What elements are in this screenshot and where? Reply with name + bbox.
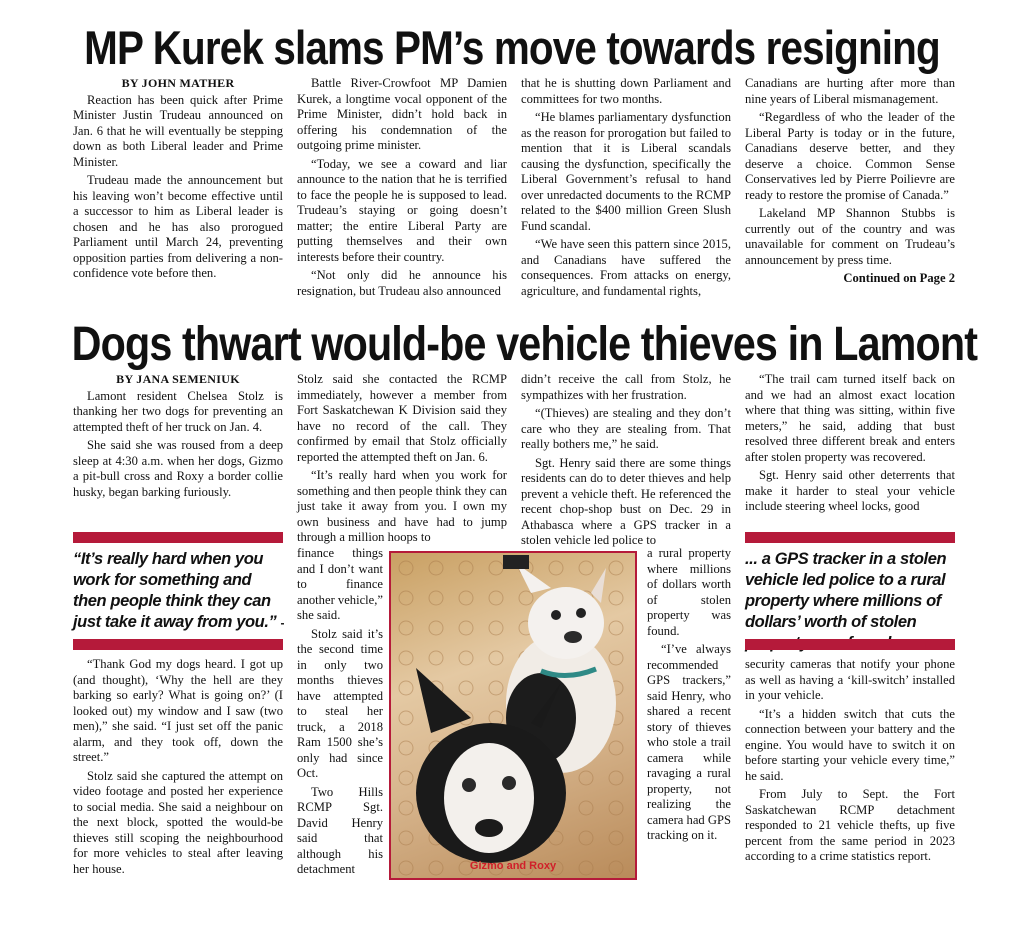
continued-link: Continued on Page 2 — [843, 271, 955, 285]
paragraph: Sgt. Henry said there are some things residents can do to deter thieves and help prevent a vehicle theft. He referenced the recent chop-shop bust on Dec. 29 in Athabasca where a GPS tracker in a stolen vehicle led police to — [521, 455, 731, 547]
paragraph: didn’t receive the call from Stolz, he sympathizes with her frustration. — [521, 372, 731, 402]
headline-kurek: MP Kurek slams PM’s move towards resigning — [84, 21, 940, 74]
paragraph: Two Hills RCMP Sgt. David Henry said that although his detachment — [297, 784, 383, 876]
paragraph: “Not only did he announce his resignation, but Trudeau also announced — [297, 268, 507, 298]
paragraph: “It’s really hard when you work for something and then people think they can just take it away from you. I own my own business and have had to jump through a million hoops to — [297, 468, 507, 544]
story1-col2 — [297, 76, 507, 302]
paragraph: “Today, we see a coward and liar announce to the nation that he is terrified to face the people he is supposed to lead. Trudeau’s staying or going doesn’t matter; the entire Liberal Party are putting themselves and their own interests before their country. — [297, 156, 507, 264]
story1-col1 — [73, 76, 283, 285]
story2-col1-bottom — [73, 657, 283, 880]
pullquote-text: ... a GPS tracker in a stolen vehicle led police to a rural property where millions of dollars’ worth of stolen — [745, 550, 947, 631]
story1-col4 — [745, 76, 955, 287]
paragraph: security cameras that notify your phone as well as having a ‘kill-switch’ installed in your vehicle. — [745, 657, 955, 702]
paragraph: Reaction has been quick after Prime Minister Justin Trudeau announced on Jan. 6 that he will eventually be stepping down as both Liberal leader and Prime Minister. — [73, 92, 283, 169]
paragraph: “I’ve always recommended GPS trackers,” said Henry, who shared a recent story of thieves who stole a trail camera while ravaging a rural property, not realizing the camera had GPS tracking on it. — [647, 642, 731, 842]
paragraph: From July to Sept. the Fort Saskatchewan RCMP detachment responded to 21 vehicle thefts, up five percent from the same period in 2023 according to a crime statistics report. — [745, 787, 955, 863]
paragraph: “Thank God my dogs heard. I got up (and thought), ‘Why the hell are they barking so early? What is going on?’ (I looked out) my window and I saw (two men),” she said. “I just set off the panic alarm, and they took off, down the street.” — [73, 657, 283, 764]
pullquote-rule-top — [73, 532, 283, 543]
story2-col3-top — [521, 372, 731, 552]
story2-col1-top — [73, 372, 283, 503]
paragraph: Stolz said she contacted the RCMP immediately, however a member from Fort Saskatchewan K Division said they have no record of the call. They confirmed by email that Stolz officially reported the attempted theft on Jan. 6. — [297, 372, 507, 464]
headline-dogs: Dogs thwart would-be vehicle thieves in Lamont — [71, 318, 978, 371]
story2-col3-wrap — [647, 546, 731, 847]
paragraph: “It’s a hidden switch that cuts the connection between your battery and the engine. You would have to switch it on before starting your vehicle every time,” he said. — [745, 706, 955, 783]
outlet-shape — [503, 555, 529, 569]
pullquote-text: “It’s really hard when you work for something and then people think they can just take it away from you.” — [73, 550, 277, 631]
paragraph: a rural property where millions of dollars worth of stolen property was found. — [647, 546, 731, 638]
pullquote2-rule-bottom — [745, 639, 955, 650]
byline-mather: BY JOHN MATHER — [121, 76, 235, 90]
paragraph: Lakeland MP Shannon Stubbs is currently out of the country and was unavailable for comment on Trudeau’s announcement by press time. — [745, 206, 955, 267]
paragraph: “Regardless of who the leader of the Liberal Party is today or in the future, Canadians deserve better, and they deserve a choice. Common Sense Conservatives led by Pierre Poilievre are ready to restore the promise of Canada.” — [745, 110, 955, 202]
paragraph: Battle River-Crowfoot MP Damien Kurek, a longtime vocal opponent of the Prime Minister, didn’t hold back in offering his condemnation of the outgoing prime minister. — [297, 76, 507, 152]
paragraph: “We have seen this pattern since 2015, and Canadians have suffered the consequences. From attacks on energy, agriculture, and fundamental rights, — [521, 237, 731, 298]
paragraph: Canadians are hurting after more than nine years of Liberal mismanagement. — [745, 76, 955, 106]
paragraph: finance things and I don’t want to finance another vehicle,” she said. — [297, 546, 384, 622]
story2-col2-wrap — [297, 546, 383, 881]
dogs-illustration — [391, 553, 635, 878]
paragraph: “He blames parliamentary dysfunction as the reason for prorogation but failed to mention that it is Liberal scandals causing the dysfunction, specifically the Liberal Government’s refusal to hand over unredacted documents to the RCMP related to the $400 million Green Slush Fund scandal. — [521, 110, 731, 233]
photo-caption: Gizmo and Roxy — [469, 860, 557, 872]
pullquote-rule-bottom — [73, 639, 283, 650]
story1-col3 — [521, 76, 731, 302]
byline-semeniuk: BY JANA SEMENIUK — [116, 372, 240, 386]
pullquote2-rule-top — [745, 532, 955, 543]
story2-col4-bottom — [745, 657, 955, 868]
paragraph: “The trail cam turned itself back on and we had an almost exact location where that thing was sitting, within five meters,” he said, adding that bust resolved three different break and enters after stolen property was recovered. — [745, 372, 955, 464]
paragraph: Sgt. Henry said other deterrents that make it harder to steal your vehicle include steering wheel locks, good — [745, 468, 955, 513]
paragraph: “(Thieves) are stealing and they don’t care who they are stealing from. That really bothers me,” he said. — [521, 406, 731, 451]
paragraph: Stolz said it’s the second time in only two months thieves have attempted to steal her truck, a 2018 Ram 1500 she’s only had since Oct. — [297, 626, 383, 780]
dogs-photo — [389, 551, 637, 880]
paragraph: Stolz said she captured the attempt on video footage and posted her experience to social media. She said a neighbour on the next block, spotted the would-be thieves still scoping the neighbourhood for more vehicles to steal after leaving her house. — [73, 768, 283, 876]
paragraph: She said she was roused from a deep sleep at 4:30 a.m. when her dogs, Gizmo a pit-bull cross and Roxy a border collie husky, began barking furiously. — [73, 438, 283, 499]
paragraph: Lamont resident Chelsea Stolz is thanking her two dogs for preventing an attempted theft of her truck on Jan. 4. — [73, 388, 283, 434]
story2-col2-top — [297, 372, 507, 549]
paragraph: that he is shutting down Parliament and committees for two months. — [521, 76, 731, 106]
paragraph: Trudeau made the announcement but his leaving won’t become effective until a successor to him as Liberal leader is chosen and he has also prorogued Parliament until March 24, preventing opposition parties from delivering a non-confidence vote before then. — [73, 173, 283, 280]
pullquote-attribution: - — [280, 616, 285, 630]
story2-col4-top — [745, 372, 955, 518]
